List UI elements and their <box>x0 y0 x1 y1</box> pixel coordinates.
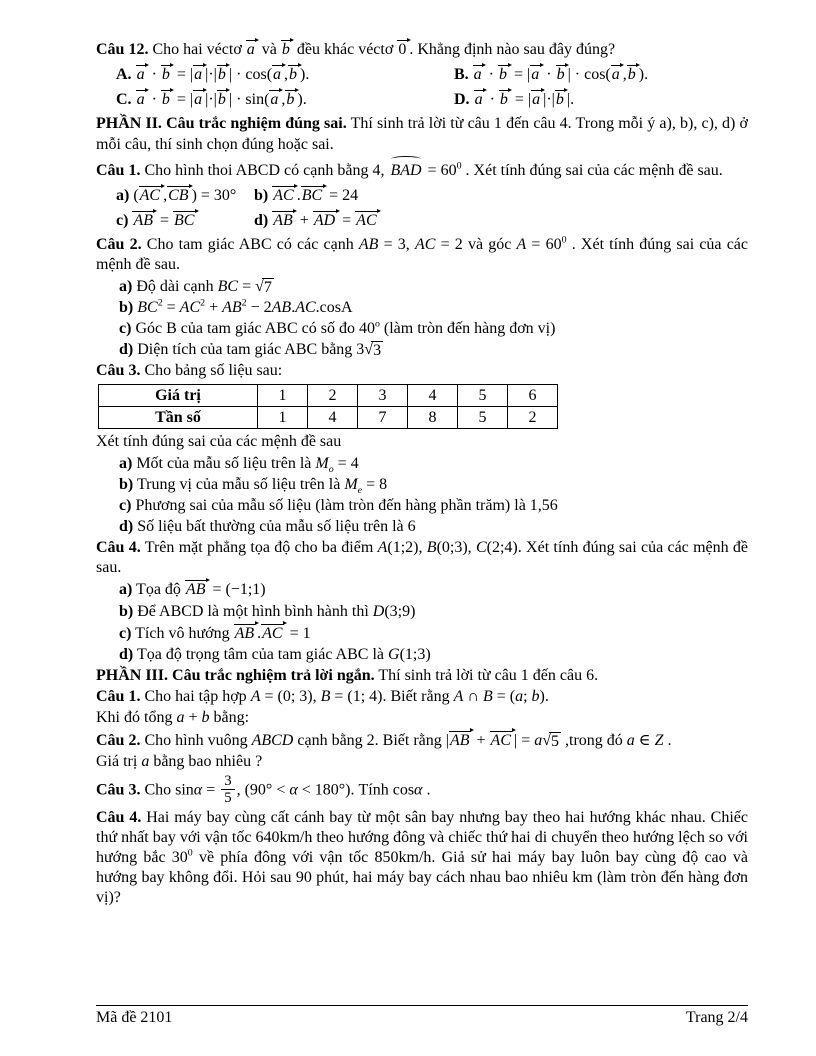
text-paragraph: Câu 3. Cho bảng số liệu sau: <box>96 362 283 380</box>
text-paragraph: d) Tọa độ trọng tâm của tam giác ABC là G(1;3) <box>119 645 431 663</box>
table-cell: 1 <box>258 407 308 429</box>
text-paragraph: c) Tích vô hướng AB .AC = 1 <box>119 624 311 642</box>
table-cell: 1 <box>258 385 308 407</box>
text-paragraph: a) Tọa độ AB = (−1;1) <box>119 581 266 599</box>
text-paragraph: Câu 1. Cho hình thoi ABCD có cạnh bằng 4, BAD = $60^0$ . Xét tính đúng sai của các mệnh đề sau. <box>96 156 748 181</box>
text-paragraph: c) Phương sai của mẫu số liệu (làm tròn đến hàng phần trăm) là 1,56 <box>119 496 558 514</box>
text-paragraph: b) $BC^2 = AC^2 + AB^2 - 2AB.AC.\cos A$ <box>119 297 353 316</box>
table-cell: 5 <box>458 385 508 407</box>
table-row <box>99 385 558 407</box>
table-cell: 3 <box>358 385 408 407</box>
text-paragraph: a) Độ dài cạnh BC = √ 7 <box>96 277 748 297</box>
option-cell: d) AB + AD = AC <box>254 210 748 231</box>
table-cell: 4 <box>308 407 358 429</box>
table-cell: 2 <box>308 385 358 407</box>
table-cell: 5 <box>458 407 508 429</box>
table-cell: Tần số <box>99 407 258 429</box>
options-row <box>96 210 748 231</box>
text-paragraph: PHẦN II. Câu trắc nghiệm đúng sai. Thí sinh trả lời từ câu 1 đến câu 4. Trong mỗi ý a), b), c), d) ở mỗi câu, thí sinh chọn đúng hoặc sai. <box>96 115 748 153</box>
option-cell: D. a · b = |a |·|b |. <box>454 91 575 109</box>
text-paragraph: d) Diện tích của tam giác ABC bằng 3 √ 3 <box>96 340 748 360</box>
document-body <box>96 38 748 910</box>
options-row <box>96 185 748 206</box>
table-cell: 2 <box>508 407 558 429</box>
table-row <box>99 407 558 429</box>
options-row <box>96 89 748 110</box>
text-paragraph: d) Số liệu bất thường của mẫu số liệu trên là 6 <box>119 517 416 535</box>
page-footer <box>96 1005 748 1028</box>
text-paragraph: Giá trị a bằng bao nhiêu ? <box>96 752 263 770</box>
table-cell: 6 <box>508 385 558 407</box>
text-paragraph: c) Góc B của tam giác ABC có số đo 40$^o$ (làm tròn đến hàng đơn vị) <box>119 318 556 337</box>
text-paragraph: Câu 3. Cho sinα = $\frac{3}{5}$ , (90° < α < 180°). Tính cosα . <box>96 772 431 807</box>
text-paragraph: b) Để ABCD là một hình bình hành thì D(3;9) <box>119 602 416 620</box>
text-paragraph: Xét tính đúng sai của các mệnh đề sau <box>96 433 342 451</box>
option-cell: B. a · b = |a · b | · cos(a ,b ). <box>454 66 649 84</box>
option-cell: a) (AC ,CB ) = 30° <box>116 186 237 204</box>
text-paragraph: Khi đó tổng a + b bằng: <box>96 709 250 727</box>
text-paragraph: PHẦN III. Câu trắc nghiệm trả lời ngắn. Thí sinh trả lời từ câu 1 đến câu 6. <box>96 667 599 685</box>
option-cell: C. a · b = |a |·|b | · sin(a ,b ). <box>116 91 307 109</box>
text-paragraph: a) Mốt của mẫu số liệu trên là $M_o = 4$ <box>119 454 359 475</box>
text-paragraph: Câu 2. Cho hình vuông ABCD cạnh bằng 2. Biết rằng |AB + AC | = a √ 5 ,trong đó a ∈ Z . <box>96 730 748 751</box>
text-paragraph: Câu 4. Hai máy bay cùng cất cánh bay từ một sân bay nhưng bay theo hai hướng khác nhau. Chiếc thứ nhất bay với vận tốc 640km/h theo hướng đông và chiếc thứ hai di chuyển theo hướng lệch so với hướng bắc $30^0$ về phía đông với vận tốc 850km/h. Giả sử hai máy bay luôn bay cùng độ cao và hướng bay không đổi. Hỏi sau 90 phút, hai máy bay cách nhau bao nhiêu km (làm tròn đến hàng đơn vị)? <box>96 808 748 907</box>
footer-exam-code: Mã đề 2101 <box>96 1008 173 1026</box>
table-cell: 8 <box>408 407 458 429</box>
text-paragraph: Câu 1. Cho hai tập hợp A = (0; 3), B = (1; 4). Biết rằng A ∩ B = (a; b). <box>96 688 549 706</box>
option-cell: b) AC .BC = 24 <box>254 186 359 204</box>
text-paragraph: b) Trung vị của mẫu số liệu trên là $M_e = 8$ <box>119 475 388 496</box>
option-cell: A. a · b = |a |·|b | · cos(a ,b ). <box>116 66 310 84</box>
text-paragraph: Câu 2. Cho tam giác ABC có các cạnh AB = 3, AC = 2 và góc $A = 60^0$ . Xét tính đúng sai của các mệnh đề sau. <box>96 234 748 274</box>
table-cell: 7 <box>358 407 408 429</box>
table-cell: 4 <box>408 385 458 407</box>
table-cell: Giá trị <box>99 385 258 407</box>
text-paragraph: Câu 4. Trên mặt phẳng tọa độ cho ba điểm A(1;2), B(0;3), C(2;4). Xét tính đúng sai của các mệnh đề sau. <box>96 539 748 577</box>
footer-page-number: Trang 2/4 <box>685 1008 748 1026</box>
options-row <box>96 64 748 85</box>
option-cell: c) AB = BC <box>116 210 254 231</box>
text-paragraph: Câu 12. Cho hai véctơ a và b đều khác véctơ 0 . Khẳng định nào sau đây đúng? <box>96 41 616 58</box>
frequency-table <box>98 384 558 429</box>
